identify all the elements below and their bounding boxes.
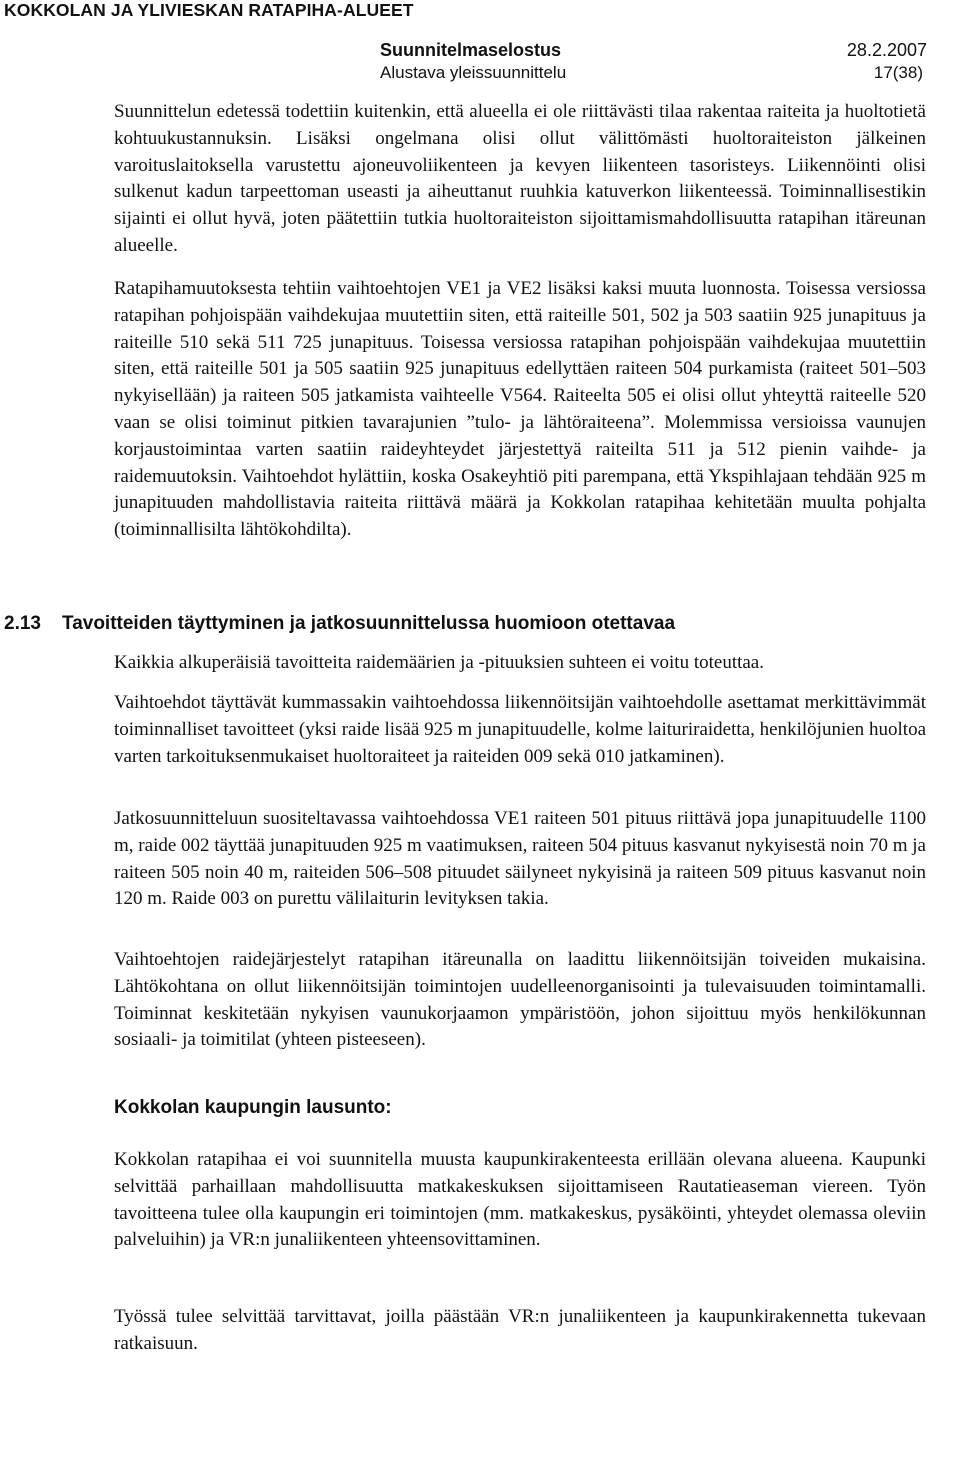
- section-number: 2.13: [4, 613, 41, 634]
- document-type: Suunnitelmaselostus: [380, 40, 562, 60]
- paragraph-huoltoraiteisto: Suunnittelun edetessä todettiin kuitenkin, että alueella ei ole riittävästi tilaa rakentaa raiteita ja huoltotietä kohtuukustannuksin. Lisäksi ongelmana olisi ollut välittömästi huoltoraiteiston jälkeinen varoituslaitoksella varustettu ajoneuvoliikenteen ja kevyen liikenteen tasoristeys. Liikennöinti olisi sulkenut kadun tarpeettoman useasti ja aiheuttanut ruuhkia katuverkon liikenteessä. Toiminnallisestikin sijainti ei ollut hyvä, joten päätettiin tutkia huoltoraiteiston sijoittamismahdollisuutta ratapihan itäreunan alueelle.: [114, 101, 926, 256]
- paragraph-lausunto-1: Kokkolan ratapihaa ei voi suunnitella muusta kaupunkirakenteesta erillään olevana alueena. Kaupunki selvittää parhaillaan mahdollisuutta matkakeskuksen sijoittamiseen Rautatieaseman viereen. Työn tavoitteena tulee olla kaupungin eri toimintojen (mm. matkakeskus, pysäköinti, yhteydet olemassa oleviin palveluihin) ja VR:n junaliikenteen yhteensovittaminen.: [114, 1149, 926, 1251]
- paragraph-ratapihamuutos: Ratapihamuutoksesta tehtiin vaihtoehtojen VE1 ja VE2 lisäksi kaksi muuta luonnosta. Toisessa versiossa ratapihan pohjoispään vaihdekujaa muutettiin siten, että raiteille 501, 502 ja 503 saatiin 925 junapituus ja raiteille 510 sekä 511 725 junapituus. Toisessa versiossa ratapihan pohjoispään vaihdekujaa muutettiin siten, että raiteille 501 ja 505 saatiin 925 junapituus edellyttäen raiteen 504 purkamista (raiteet 501–503 nykyisellään) ja raiteen 505 jatkamista vaihteelle V564. Raiteelta 505 ei olisi ollut yhteyttä raiteelle 520 vaan se olisi toiminut pitkien tavarajunien ”tulo- ja lähtöraiteena”. Molemmissa versioissa vaunujen korjaustoimintaa varten saatiin raideyhteydet järjestettyä raiteilta 511 ja 512 pienin vaihde- ja raidemuutoksin. Vaihtoehdot hylättiin, koska Osakeyhtiö piti parempana, että Ykspihlajaan tehdään 925 m junapituuden mahdollistavia raiteita riittävä määrä ja Kokkolan ratapihaa kehitetään muulta pohjalta (toiminnallisilta lähtökohdilta).: [114, 278, 926, 541]
- page-number: 17(38): [873, 63, 923, 82]
- section-title: Tavoitteiden täyttyminen ja jatkosuunnittelussa huomioon otettavaa: [62, 613, 676, 634]
- paragraph-vaihtoehdot: Vaihtoehdot täyttävät kummassakin vaihtoehdossa liikennöitsijän vaihtoehdolle asettamat merkittävimmät toiminnalliset tavoitteet (yksi raide lisää 925 m junapituudelle, kolme laituriraidetta, henkilöjunien huoltoa varten tarkoituksenmukaiset huoltoraiteet ja raiteiden 009 sekä 010 jatkaminen).: [114, 692, 926, 767]
- paragraph-tavoitteet: Kaikkia alkuperäisiä tavoitteita raidemäärien ja -pituuksien suhteen ei voitu toteuttaa.: [114, 652, 764, 673]
- section-heading: [4, 613, 675, 635]
- document-date: 28.2.2007: [846, 40, 927, 60]
- paragraph-raidejarjestelyt: Vaihtoehtojen raidejärjestelyt ratapihan itäreunalla on laadittu liikennöitsijän toiveiden mukaisina. Lähtökohtana on ollut liikennöitsijän toimintojen uudelleenorganisointi ja tulevaisuuden toimintamalli. Toiminnat keskitetään nykyisen vaunukorjaamon ympäristöön, johon sijoittuu myös henkilökunnan sosiaali- ja toimitilat (yhteen pisteeseen).: [114, 949, 926, 1051]
- document-subtitle: Alustava yleissuunnittelu: [380, 63, 567, 82]
- statement-heading: Kokkolan kaupungin lausunto:: [114, 1097, 392, 1118]
- paragraph-jatkosuunnittelu: Jatkosuunnitteluun suositeltavassa vaihtoehdossa VE1 raiteen 501 pituus riittävä jopa junapituudelle 1100 m, raide 002 täyttää junapituuden 925 m vaatimuksen, raiteen 504 pituus kasvanut nykyisestä noin 70 m ja raiteen 505 noin 40 m, raiteiden 506–508 pituudet säilyneet nykyisinä ja raiteen 509 pituus kasvanut noin 120 m. Raide 003 on purettu välilaiturin levityksen takia.: [114, 808, 926, 910]
- paragraph-lausunto-2: Työssä tulee selvittää tarvittavat, joilla päästään VR:n junaliikenteen ja kaupunkirakennetta tukevaan ratkaisuun.: [114, 1306, 926, 1354]
- document-title: KOKKOLAN JA YLIVIESKAN RATAPIHA-ALUEET: [4, 0, 414, 20]
